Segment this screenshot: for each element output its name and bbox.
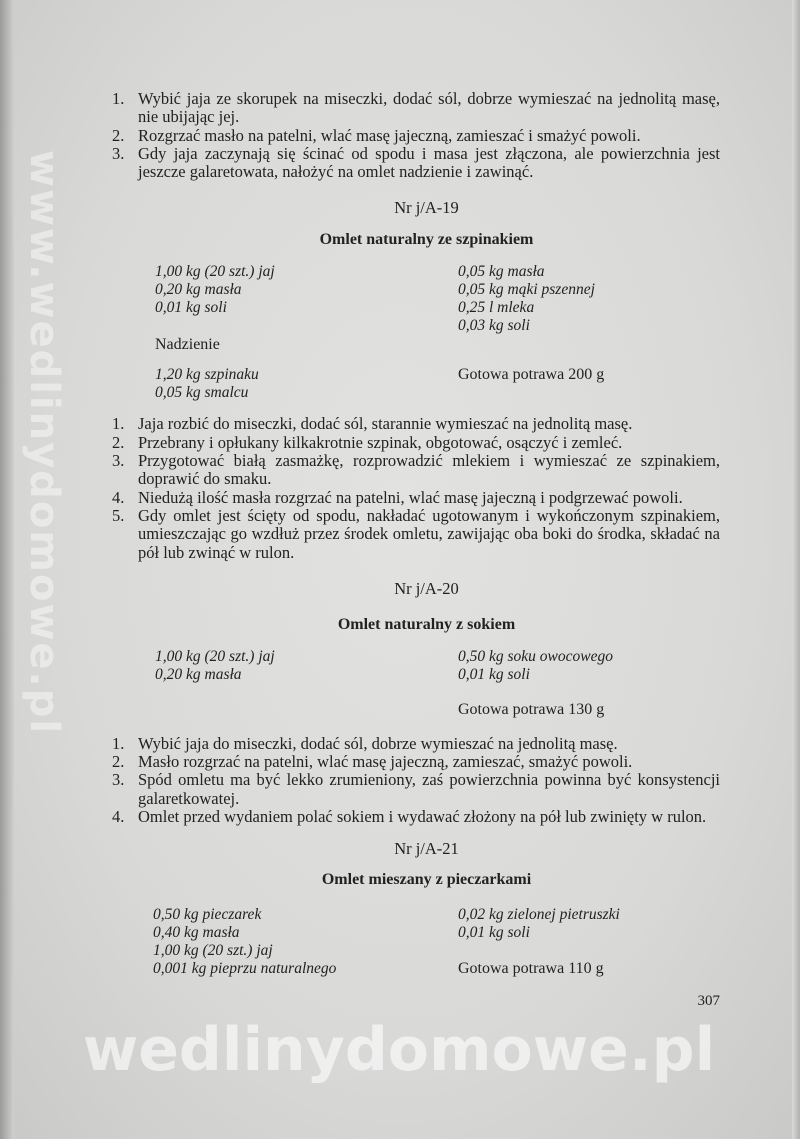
ingredients	[153, 906, 720, 978]
intro-steps	[108, 90, 720, 181]
page-edge-right	[792, 0, 800, 1139]
ingredients	[155, 263, 720, 402]
step-item	[108, 507, 720, 562]
step-item	[108, 808, 720, 826]
ingredient: 1,00 kg (20 szt.) jaj	[155, 263, 275, 281]
ingredient: 0,05 kg mąki pszennej	[458, 281, 595, 299]
step-item	[108, 145, 720, 182]
ingredients	[155, 648, 720, 719]
step-number: 1.	[112, 733, 125, 753]
ingredients-right	[458, 648, 720, 719]
ingredient: 1,20 kg szpinaku	[155, 366, 259, 384]
step-number: 3.	[112, 770, 125, 790]
ingredient: 0,20 kg masła	[155, 665, 242, 683]
ingredient: 0,20 kg masła	[155, 281, 242, 299]
ingredients-left	[153, 906, 458, 978]
step-text: Przygotować białą zasmażkę, rozprowadzić mlekiem i wymieszać ze szpinakiem, doprawić do smaku.	[138, 451, 720, 489]
step-item	[108, 90, 720, 127]
ingredient: 0,02 kg zielonej pietruszki	[458, 906, 620, 924]
ingredients-right	[458, 906, 720, 978]
recipe19-steps	[108, 415, 720, 561]
step-text: Przebrany i opłukany kilkakrotnie szpinak, obgotować, osączyć i zemleć.	[138, 432, 623, 452]
step-text: Jaja rozbić do miseczki, dodać sól, starannie wymieszać na jednolitą masę.	[138, 414, 633, 434]
step-number: 4.	[112, 487, 125, 507]
recipe-yield: Gotowa potrawa 130 g	[458, 700, 605, 718]
step-text: Wybić jaja ze skorupek na miseczki, dodać sól, dobrze wymieszać na jednolitą masę, nie ubijając jej.	[138, 89, 720, 127]
ingredient: 0,01 kg soli	[458, 665, 530, 683]
recipe-number: Nr j/A-20	[394, 578, 459, 598]
page-number: 307	[697, 993, 720, 1010]
step-number: 3.	[112, 143, 125, 163]
step-number: 5.	[112, 505, 125, 525]
recipe-title: Omlet naturalny ze szpinakiem	[319, 231, 534, 249]
ingredient: 0,40 kg masła	[153, 924, 240, 942]
step-text: Rozgrzać masło na patelni, wlać masę jajeczną, zamieszać i smażyć powoli.	[138, 125, 641, 145]
ingredient: 1,00 kg (20 szt.) jaj	[155, 647, 275, 665]
step-text: Spód omletu ma być lekko zrumieniony, zaś powierzchnia powinna być konsystencji galaretkowatej.	[138, 770, 720, 808]
step-number: 2.	[112, 125, 125, 145]
step-number: 4.	[112, 807, 125, 827]
recipe-number: Nr j/A-19	[394, 198, 459, 218]
ingredient: 0,001 kg pieprzu naturalnego	[153, 960, 337, 978]
watermark-bottom: wedlinydomowe.pl	[82, 1015, 716, 1086]
recipe-number: Nr j/A-21	[394, 839, 459, 859]
filling-label: Nadzienie	[155, 336, 220, 354]
step-text: Niedużą ilość masła rozgrzać na patelni, wlać masę jajeczną i podgrzewać powoli.	[138, 487, 683, 507]
recipe-title: Omlet naturalny z sokiem	[337, 615, 516, 633]
step-text: Gdy omlet jest ścięty od spodu, nakładać ugotowanym i wykończonym szpinakiem, umieszczając go wzdłuż przez środek omletu, zawijając oba boki do środka, składać na pół lub zwinąć w rulon.	[138, 505, 720, 562]
ingredient: 0,05 kg smalcu	[155, 384, 249, 402]
step-item	[108, 452, 720, 489]
step-text: Wybić jaja do miseczki, dodać sól, dobrze wymieszać na jednolitą masę.	[138, 733, 618, 753]
ingredients-left	[155, 263, 458, 402]
step-item	[108, 753, 720, 771]
ingredient: 0,01 kg soli	[155, 299, 227, 317]
ingredient: 0,25 l mleka	[458, 299, 535, 317]
recipe-title: Omlet mieszany z pieczarkami	[321, 871, 532, 889]
ingredient: 0,05 kg masła	[458, 263, 545, 281]
watermark-diagonal: www.wedlinydomowe.pl	[21, 150, 67, 736]
ingredient: 0,01 kg soli	[458, 924, 530, 942]
ingredient: 0,03 kg soli	[458, 317, 530, 335]
recipe-yield: Gotowa potrawa 200 g	[458, 366, 605, 384]
step-item	[108, 434, 720, 452]
recipe-yield: Gotowa potrawa 110 g	[458, 960, 604, 978]
step-item	[108, 735, 720, 753]
ingredients-right	[458, 263, 720, 402]
step-number: 3.	[112, 451, 125, 471]
recipe20-steps	[108, 735, 720, 826]
ingredients-left	[155, 648, 458, 719]
step-number: 2.	[112, 432, 125, 452]
step-text: Masło rozgrzać na patelni, wlać masę jajeczną, zamieszać, smażyć powoli.	[138, 752, 633, 772]
step-text: Gdy jaja zaczynają się ścinać od spodu i masa jest złączona, ale powierzchnia jest jeszcze galaretowata, nałożyć na omlet nadzienie i zawinąć.	[138, 143, 720, 182]
step-number: 1.	[112, 89, 125, 108]
step-item	[108, 489, 720, 507]
ingredient: 0,50 kg pieczarek	[153, 906, 262, 924]
step-item	[108, 415, 720, 433]
ingredient: 0,50 kg soku owocowego	[458, 647, 613, 665]
step-number: 1.	[112, 414, 125, 434]
step-text: Omlet przed wydaniem polać sokiem i wydawać złożony na pół lub zwinięty w rulon.	[138, 807, 707, 827]
step-item	[108, 127, 720, 145]
ingredient: 1,00 kg (20 szt.) jaj	[153, 942, 273, 960]
step-item	[108, 771, 720, 808]
page-content	[82, 89, 720, 1086]
page-edge-left	[0, 0, 14, 1139]
step-number: 2.	[112, 752, 125, 772]
